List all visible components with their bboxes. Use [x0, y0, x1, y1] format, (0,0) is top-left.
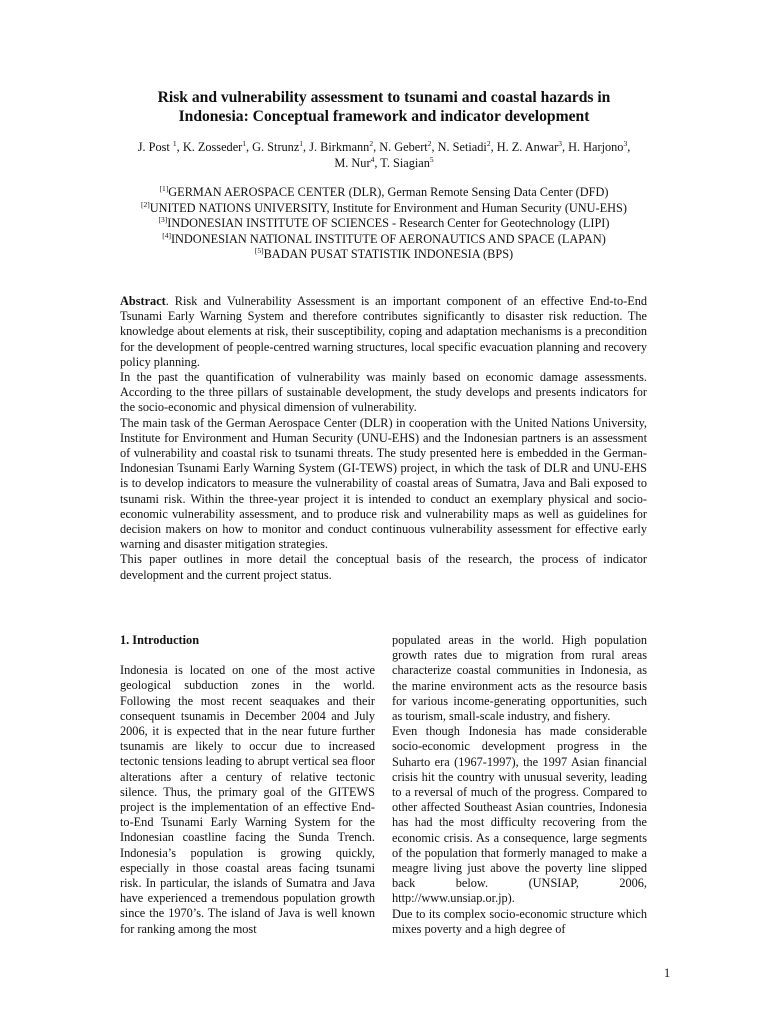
author-name: N. Setiadi	[437, 140, 487, 154]
title-line-2: Indonesia: Conceptual framework and indicator development	[178, 108, 590, 125]
author-affiliation-sup: 4	[370, 155, 375, 164]
body-column-right	[392, 633, 647, 937]
author-name: H. Z. Anwar	[496, 140, 559, 154]
affiliation-marker: [5]	[254, 246, 264, 255]
author-affiliation-sup: 1	[242, 139, 246, 148]
author-affiliation-sup: 3	[558, 139, 562, 148]
section-heading: 1. Introduction	[120, 633, 200, 647]
author-affiliation-sup: 2	[486, 139, 491, 148]
affiliation-text: GERMAN AEROSPACE CENTER (DLR), German Remote Sensing Data Center (DFD)	[168, 185, 609, 199]
affiliation-item	[80, 232, 688, 248]
abstract-label: Abstract	[120, 294, 166, 308]
abstract-paragraph-4: This paper outlines in more detail the conceptual basis of the research, the process of indicator development and the current project status.	[120, 552, 647, 582]
affiliation-item	[80, 201, 688, 217]
affiliation-marker: [2]	[141, 199, 150, 209]
author-affiliation-sup: 2	[369, 139, 374, 148]
author-name: J. Birkmann	[309, 140, 370, 154]
author-name: M. Nur	[334, 156, 371, 170]
body-paragraph: Due to its complex socio-economic structure which mixes poverty and a high degree of	[392, 906, 647, 936]
affiliation-list	[80, 185, 688, 263]
author-name: G. Strunz	[252, 140, 300, 154]
paper-title	[90, 88, 678, 126]
body-paragraph: Even though Indonesia has made considerable socio-economic development progress in the Suharto era (1967-1997), the 1997 Asian financial crisis hit the country with unusual severity, leading to a reversal of much of the progress. Compared to other affected Southeast Asian countries, Indonesia has had the most difficulty recovering from the economic crisis. As a consequence, large segments of the population that formerly managed to make a meagre living just above the poverty line slipped back below. (UNSIAP, 2006, http://www.unsiap.or.jp).	[392, 724, 647, 906]
author-name: N. Gebert	[379, 140, 428, 154]
affiliation-item	[80, 247, 688, 263]
author-affiliation-sup: 1	[172, 139, 177, 148]
title-line-1: Risk and vulnerability assessment to tsunami and coastal hazards in	[157, 89, 611, 106]
affiliation-text: INDONESIAN INSTITUTE OF SCIENCES - Research Center for Geotechnology (LIPI)	[167, 216, 610, 230]
author-name: J. Post	[137, 140, 170, 154]
author-affiliation-sup: 1	[299, 139, 304, 148]
affiliation-text: UNITED NATIONS UNIVERSITY, Institute for Environment and Human Security (UNU-EHS)	[149, 200, 627, 215]
abstract-text: . Risk and Vulnerability Assessment is an important component of an effective End-to-End Tsunami Early Warning System and therefore contributes significantly to disaster risk reduction. The knowledge about elements at risk, their susceptibility, coping and adaptation mechanisms is a precondition for the development of people-centred warning structures, local specific evacuation planning and recovery policy planning.	[120, 294, 647, 369]
author-list	[80, 139, 688, 171]
body-column-left	[120, 633, 375, 937]
abstract-paragraph-1	[120, 294, 647, 370]
body-paragraph: populated areas in the world. High population growth rates due to migration from rural areas characterize coastal communities in Indonesia, as the marine environment acts as the resource basis for various income-generating opportunities, such as tourism, small-scale industry, and fishery.	[392, 633, 647, 724]
author-line-1: J. Post $^1$, K. Zosseder$^1$, G. Strunz$^1$, J. Birkmann$^2$, N. Gebert$^2$, N. Setiadi$^2$, H. Z. Anwar$^3$, H. Harjono$^3$,	[137, 139, 631, 154]
abstract-block	[120, 294, 647, 583]
abstract-paragraph-3: The main task of the German Aerospace Center (DLR) in cooperation with the United Nations University, Institute for Environment and Human Security (UNU-EHS) and the Indonesian partners is an assessment of vulnerability and coastal risk to tsunami threats. The study presented here is embedded in the German-Indonesian Tsunami Early Warning System (GI-TEWS) project, in which the task of DLR and UNU-EHS is to develop indicators to measure the vulnerability of coastal areas of Sumatra, Java and Bali exposed to tsunami risk. Within the three-year project it is intended to conduct an exemplary physical and socio-economic vulnerability assessment, and to produce risk and vulnerability maps as well as guidelines for decision makers on how to monitor and conduct continuous vulnerability assessment for effective early warning and disaster mitigation strategies.	[120, 415, 647, 552]
affiliation-text: BADAN PUSAT STATISTIK INDONESIA (BPS)	[263, 247, 514, 261]
page-number: 1	[664, 966, 671, 980]
affiliation-marker: [4]	[162, 230, 171, 240]
author-affiliation-sup: 5	[429, 155, 434, 164]
affiliation-marker: [1]	[159, 184, 169, 193]
author-name: T. Siagian	[380, 156, 430, 170]
abstract-paragraph-2: In the past the quantification of vulnerability was mainly based on economic damage assessments. According to the three pillars of sustainable development, the study develops and presents indicators for the socio-economic and physical dimension of vulnerability.	[120, 370, 647, 415]
affiliation-marker: [3]	[158, 215, 168, 224]
affiliation-item	[80, 216, 688, 232]
author-name: K. Zosseder	[182, 140, 243, 154]
body-paragraph: Indonesia is located on one of the most active geological subduction zones in the world. Following the most recent seaquakes and their consequent tsunamis in December 2004 and July 2006, it is expected that in the near future further tsunamis are likely to occur due to increased tectonic tensions leading to abrupt vertical sea floor alterations after a century of relative tectonic silence. Thus, the primary goal of the GITEWS project is the implementation of an effective End-to-End Tsunami Early Warning System for the Indonesian coastline facing the Sunda Trench. Indonesia’s population is growing quickly, especially in those coastal areas facing tsunami risk. In particular, the islands of Sumatra and Java have experienced a tremendous population growth since the 1970’s. The island of Java is well known for ranking among the most	[120, 663, 375, 936]
author-line-2: M. Nur$^4$, T. Siagian$^5$	[334, 155, 434, 170]
author-affiliation-sup: 3	[623, 139, 628, 148]
affiliation-text: INDONESIAN NATIONAL INSTITUTE OF AERONAUTICS AND SPACE (LAPAN)	[170, 231, 606, 246]
author-affiliation-sup: 2	[427, 139, 432, 148]
affiliation-item	[80, 185, 688, 201]
author-name: H. Harjono	[568, 140, 624, 154]
